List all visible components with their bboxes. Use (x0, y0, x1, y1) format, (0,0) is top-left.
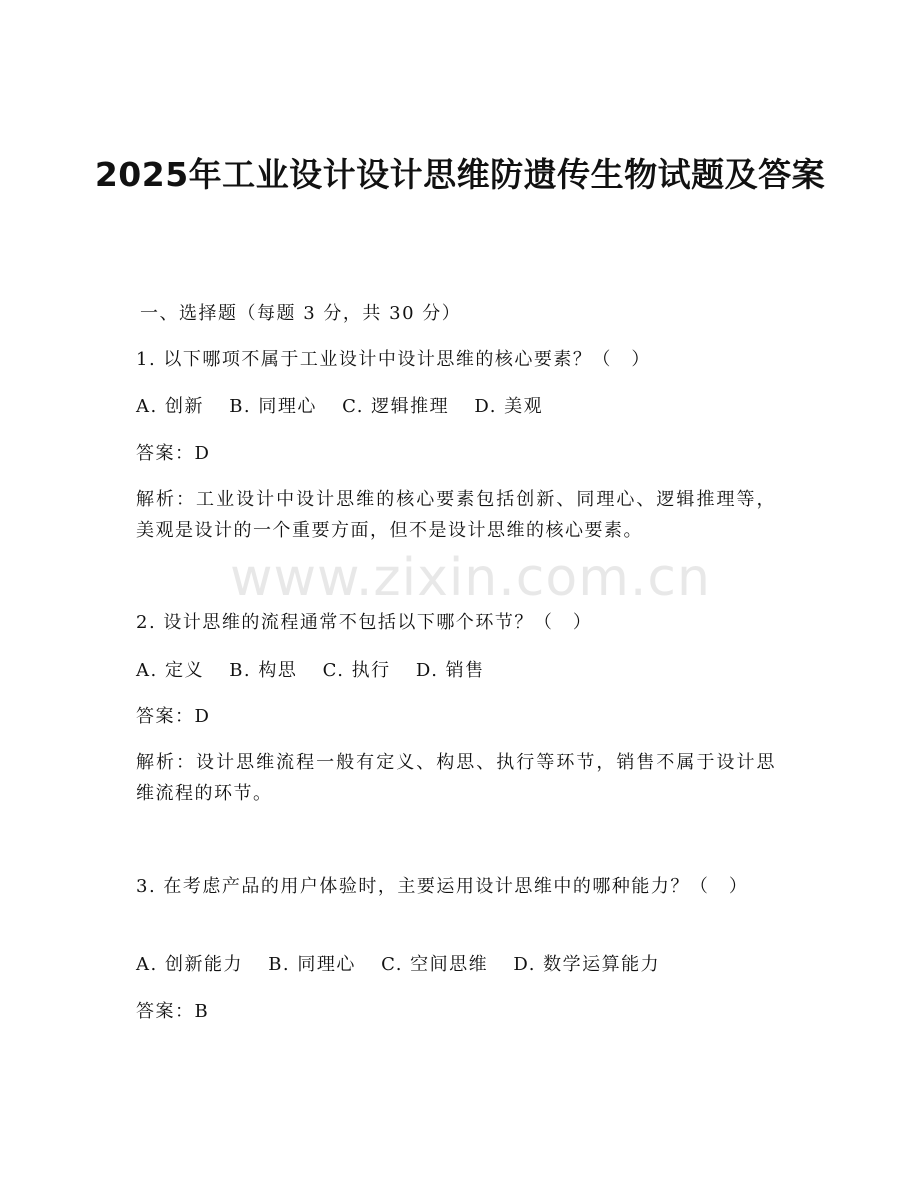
watermark: www.zixin.com.cn (230, 548, 711, 608)
question-2-options (136, 655, 786, 686)
question-1-options (136, 391, 786, 422)
question-2-analysis: 解析：设计思维流程一般有定义、构思、执行等环节，销售不属于设计思维流程的环节。 (136, 752, 776, 804)
option-c: C. 空间思维 (381, 954, 489, 975)
question-1-analysis: 解析：工业设计中设计思维的核心要素包括创新、同理心、逻辑推理等，美观是设计的一个重要方面，但不是设计思维的核心要素。 (136, 489, 776, 541)
option-c: C. 逻辑推理 (342, 396, 450, 417)
document-title: 2025年工业设计设计思维防遗传生物试题及答案 (94, 155, 826, 194)
question-3-answer: 答案：B (136, 1001, 210, 1022)
section-heading: 一、选择题（每题 3 分，共 30 分） (140, 303, 462, 324)
option-b: B. 同理心 (268, 954, 356, 975)
option-a: A. 创新 (136, 396, 204, 417)
option-a: A. 定义 (136, 660, 204, 681)
option-d: D. 销售 (415, 660, 485, 681)
option-b: B. 同理心 (229, 396, 317, 417)
question-1-answer: 答案：D (136, 443, 211, 464)
option-c: C. 执行 (322, 660, 391, 681)
question-2-stem: 2. 设计思维的流程通常不包括以下哪个环节？（ ） (136, 612, 593, 633)
question-3-stem: 3. 在考虑产品的用户体验时，主要运用设计思维中的哪种能力？（ ） (136, 876, 749, 897)
question-2-answer: 答案：D (136, 706, 211, 727)
option-a: A. 创新能力 (136, 954, 243, 975)
question-1-stem: 1. 以下哪项不属于工业设计中设计思维的核心要素？（ ） (136, 349, 651, 370)
option-d: D. 美观 (474, 396, 544, 417)
question-3-options (136, 949, 786, 980)
option-d: D. 数学运算能力 (513, 954, 661, 975)
option-b: B. 构思 (229, 660, 298, 681)
